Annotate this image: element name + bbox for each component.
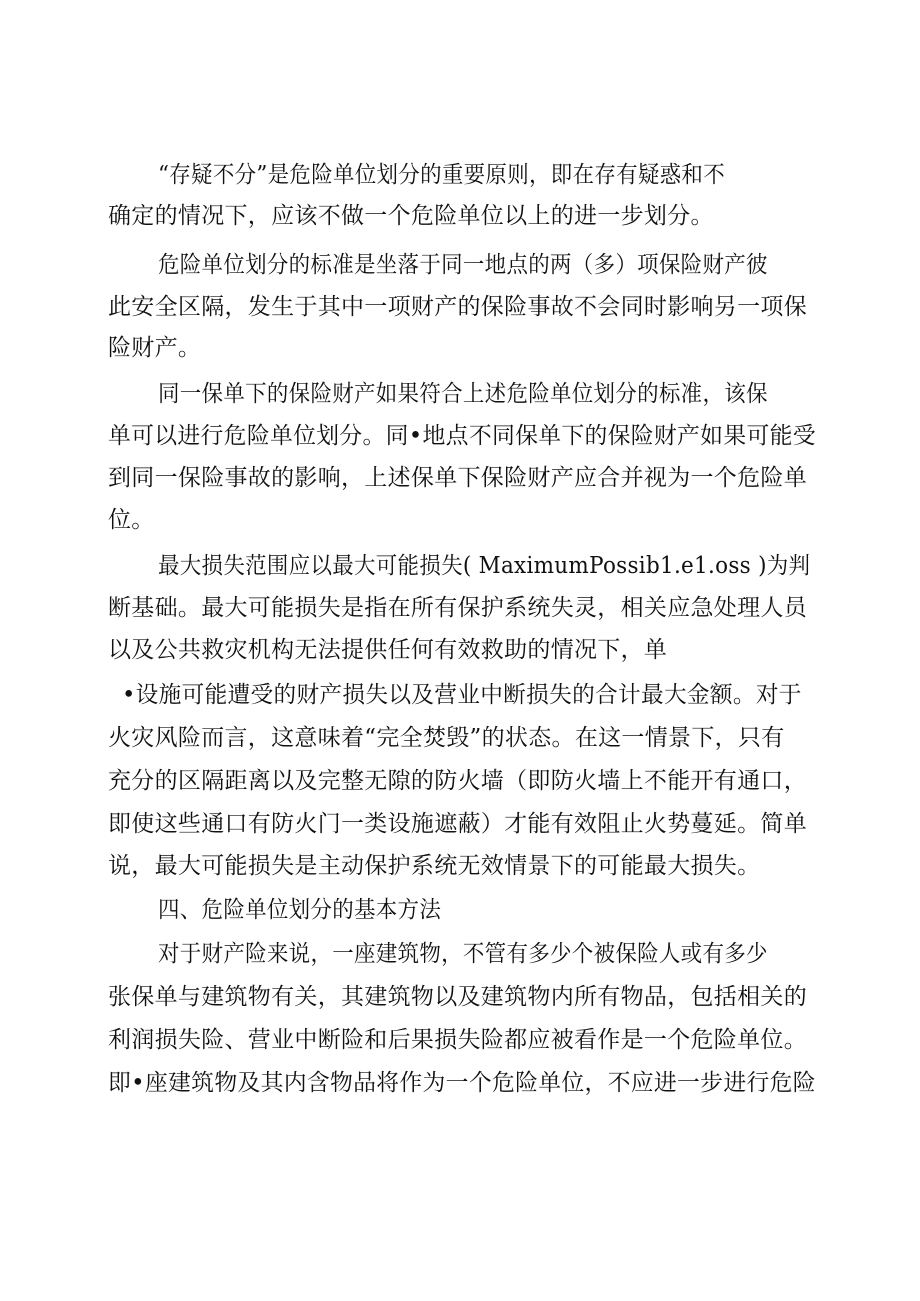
text-line: 以及公共救灾机构无法提供任何有效救助的情况下，单 <box>108 637 668 663</box>
section-heading: 四、危险单位划分的基本方法 <box>158 897 442 923</box>
text-line: 危险单位划分的标准是坐落于同一地点的两（多）项保险财产彼 <box>158 252 768 278</box>
text-line: 张保单与建筑物有关，其建筑物以及建筑物内所有物品，包括相关的 <box>108 984 807 1010</box>
text-line: 到同一保险事故的影响，上述保单下保险财产应合并视为一个危险单 <box>108 465 807 491</box>
text-line: 断基础。最大可能损失是指在所有保护系统失灵，相关应急处理人员 <box>108 595 807 621</box>
text-line: 此安全区隔，发生于其中一项财产的保险事故不会同时影响另一项保 <box>108 294 807 320</box>
text-line: 确定的情况下，应该不做一个危险单位以上的进一步划分。 <box>108 203 714 229</box>
text-line: 单可以进行危险单位划分。同•地点不同保单下的保险财产如果可能受 <box>108 423 816 449</box>
text-line: 火灾风险而言，这意味着“完全焚毁”的状态。在这一情景下，只有 <box>108 725 785 751</box>
text-line: 充分的区隔距离以及完整无隙的防火墙（即防火墙上不能开有通口， <box>108 768 807 794</box>
text-line: 对于财产险来说，一座建筑物，不管有多少个被保险人或有多少 <box>158 941 768 967</box>
text-line: 位。 <box>108 507 155 533</box>
text-line: 同一保单下的保险财产如果符合上述危险单位划分的标准，该保 <box>158 381 768 407</box>
text-line: 说，最大可能损失是主动保护系统无效情景下的可能最大损失。 <box>108 853 761 879</box>
text-line: 险财产。 <box>108 335 202 361</box>
text-line: 最大损失范围应以最大可能损失( MaximumPossib1.e1.oss )为判 <box>158 553 811 579</box>
text-line: “存疑不分”是危险单位划分的重要原则，即在存有疑惑和不 <box>158 162 725 188</box>
text-line: 即•座建筑物及其内含物品将作为一个危险单位，不应进一步进行危险 <box>108 1070 816 1096</box>
text-line: 即使这些通口有防火门一类设施遮蔽）才能有效阻止火势蔓延。简单 <box>108 811 807 837</box>
text-line: 利润损失险、营业中断险和后果损失险都应被看作是一个危险单位。 <box>108 1027 807 1053</box>
text-line: •设施可能遭受的财产损失以及营业中断损失的合计最大金额。对于 <box>122 682 802 708</box>
